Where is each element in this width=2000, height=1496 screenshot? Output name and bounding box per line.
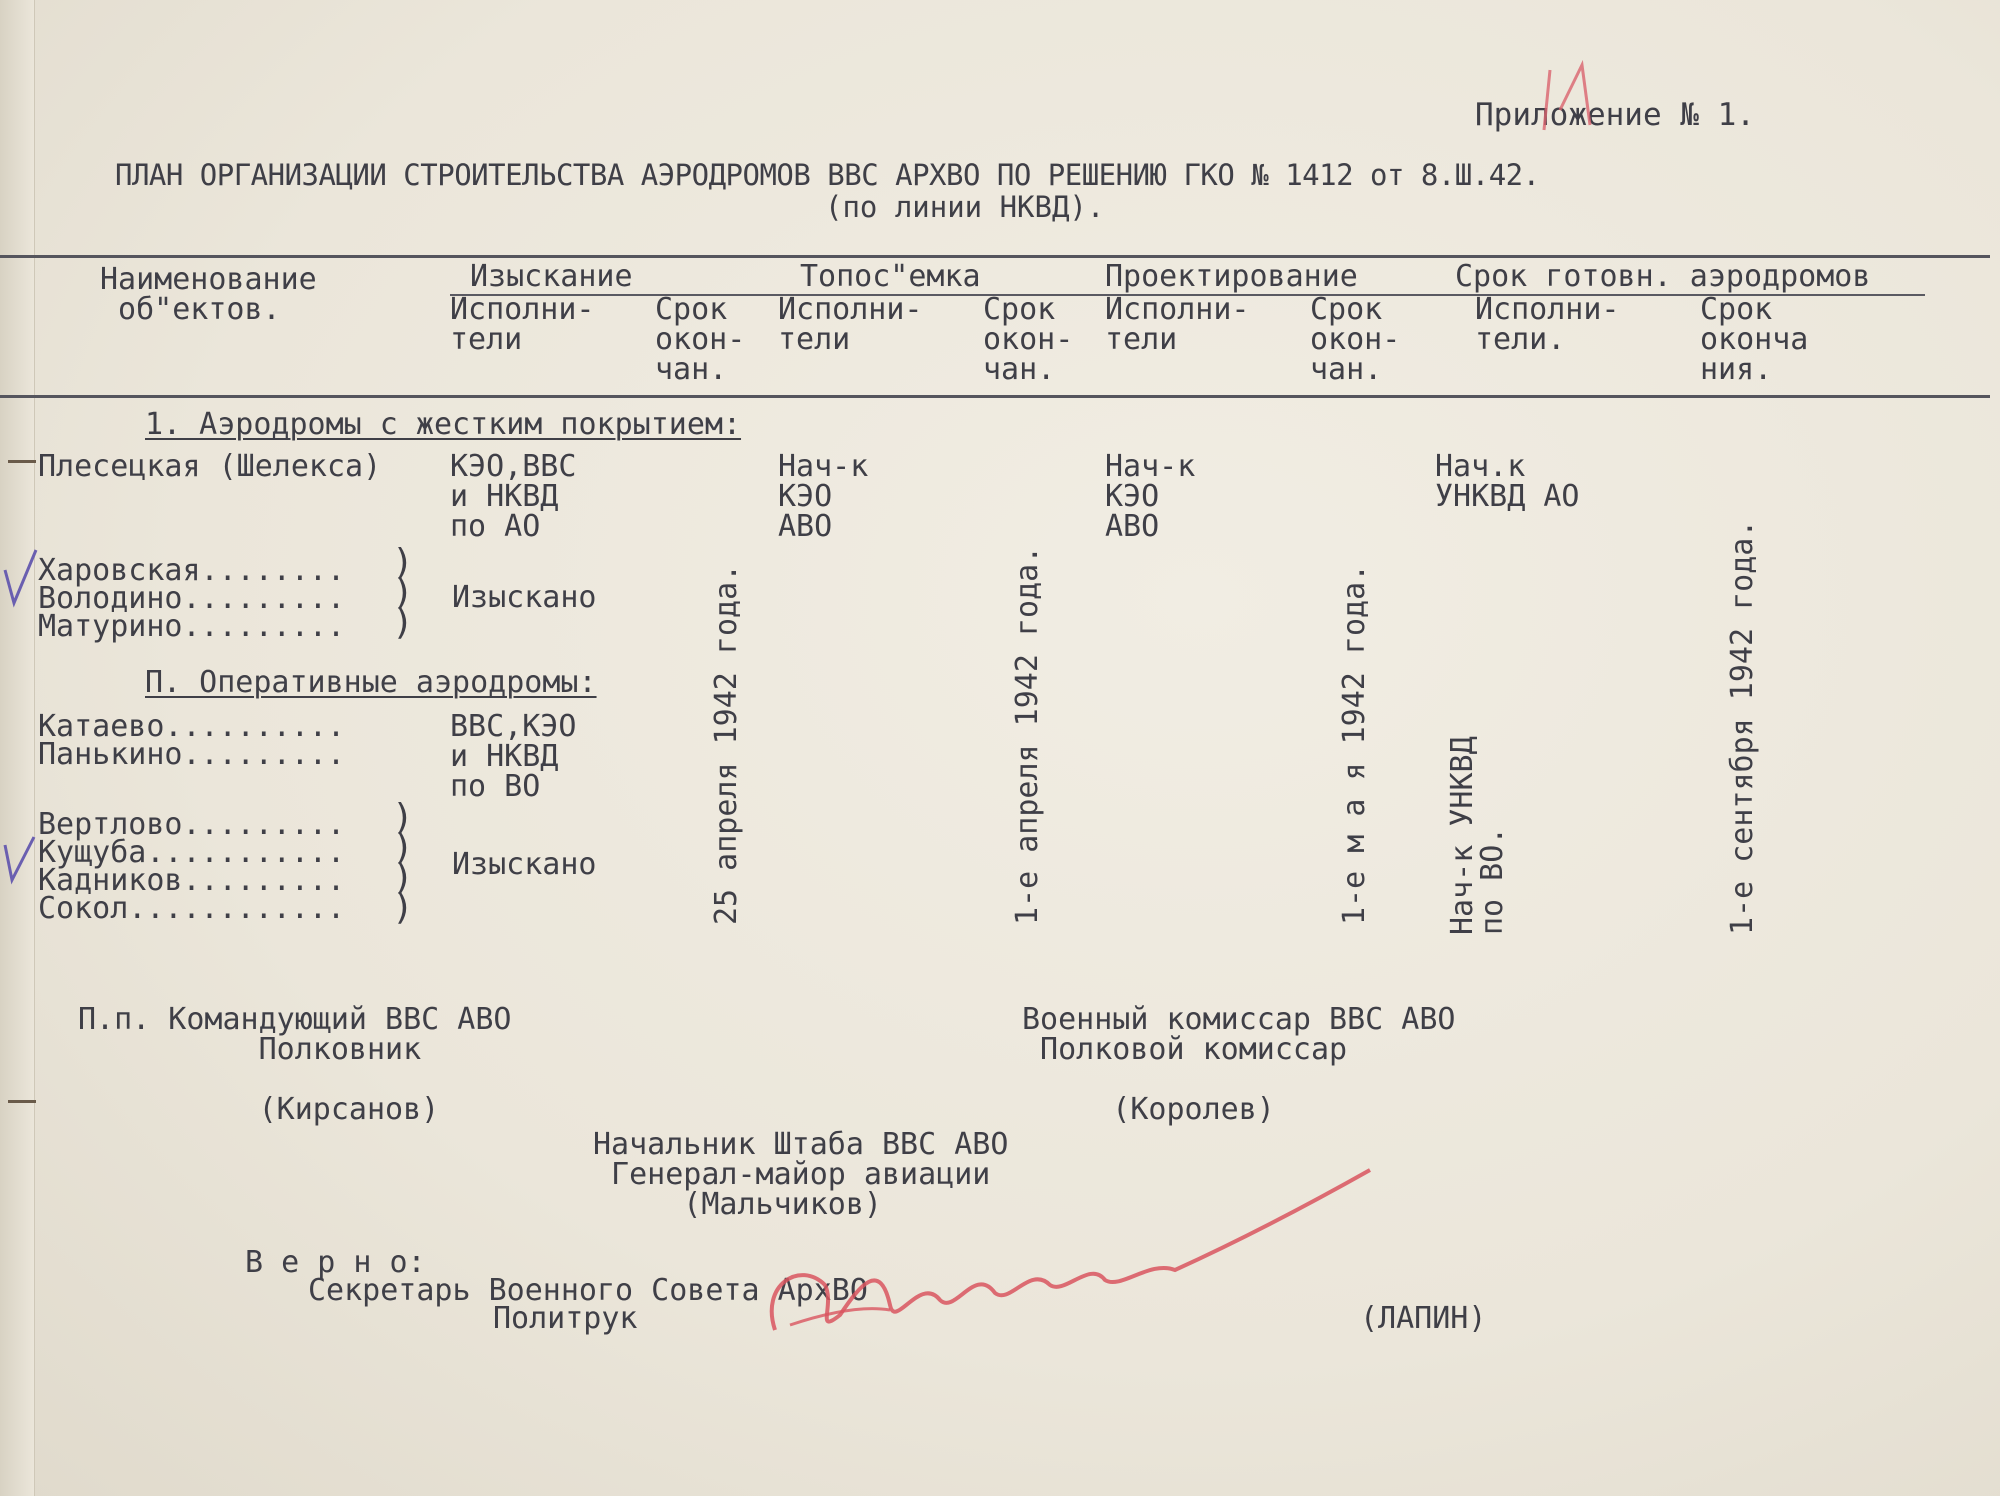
header-object-name: Наименование об"ектов. [100, 262, 317, 327]
lapin-label: (ЛАПИН) [1360, 1301, 1487, 1336]
group3-item: Кущуба........... [38, 835, 346, 870]
row-plesetsk-ready-exec: Нач.к УНКВД АО [1435, 449, 1580, 514]
binding-stitch [8, 1100, 36, 1103]
document-title: ПЛАН ОРГАНИЗАЦИИ СТРОИТЕЛЬСТВА АЭРОДРОМОВ ВВС АРХВО ПО РЕШЕНИЮ ГКО № 1412 от 8.Ш.42. [115, 158, 1540, 192]
ready-deadline-date: 1-е сентября 1942 года. [1725, 519, 1760, 935]
header-survey-executors: Исполни- тели [450, 292, 595, 357]
section-hard-surface: 1. Аэродромы с жестким покрытием: [145, 407, 742, 442]
table-header-rule [0, 395, 1990, 398]
brace-icon: ) ) ) ) [392, 797, 414, 928]
header-design-executors: Исполни- тели [1105, 292, 1250, 357]
header-ready: Срок готовн. аэродромов [1455, 259, 1871, 294]
header-survey: Изыскание [470, 259, 633, 294]
signature-chief-of-staff: Начальник Штаба ВВС АВО Генерал-майор авиации (Мальчиков) [593, 1127, 1009, 1222]
row-plesetsk-survey-exec: КЭО,ВВС и НКВД по АО [450, 449, 577, 544]
header-design: Проектирование [1105, 259, 1358, 294]
section-operational: П. Оперативные аэродромы: [145, 665, 597, 700]
secretary-label: Секретарь Военного Совета АрхВО [308, 1273, 868, 1308]
handwritten-signature-icon [730, 1165, 1380, 1365]
header-ready-deadline: Срок оконча ния. [1700, 292, 1809, 387]
politruk-label: Политрук [493, 1301, 638, 1336]
binding-stitch [8, 460, 36, 463]
design-deadline-date: 1-е м а я 1942 года. [1337, 563, 1372, 925]
topo-deadline-date: 1-е апреля 1942 года. [1010, 545, 1045, 925]
header-topo-executors: Исполни- тели [778, 292, 923, 357]
group3-item: Вертлово......... [38, 807, 346, 842]
verno-label: В е р н о: [245, 1245, 426, 1280]
signature-commissar: Военный комиссар ВВС АВО Полковой комиссар (Королев) [1022, 1002, 1456, 1127]
ready-exec-vo: Нач-к УНКВД по ВО. [1445, 736, 1510, 935]
group1-item: Матурино......... [38, 609, 346, 644]
brace-icon: ) ) ) [392, 542, 414, 643]
survey-deadline-date: 25 апреля 1942 года. [709, 563, 744, 925]
row-plesetsk-name: Плесецкая (Шелекса) [38, 449, 382, 484]
group1-surveyed: Изыскано [452, 580, 597, 615]
checkmark-icon [0, 835, 40, 890]
header-topo: Топос"емка [800, 259, 981, 294]
group1-item: Володино......... [38, 581, 346, 616]
group3-item: Сокол............ [38, 891, 346, 926]
group2-survey-exec: ВВС,КЭО и НКВД по ВО [450, 709, 577, 804]
red-mark-icon [1530, 60, 1610, 140]
group2-item: Панькино......... [38, 737, 346, 772]
table-top-rule [0, 255, 1990, 258]
document-subtitle: (по линии НКВД). [825, 190, 1105, 224]
annex-label: Приложение № 1. [1475, 97, 1755, 133]
header-ready-executors: Исполни- тели. [1475, 292, 1620, 357]
group3-item: Кадников......... [38, 863, 346, 898]
signature-commander: П.п. Командующий ВВС АВО Полковник (Кирсанов) [78, 1002, 512, 1127]
row-plesetsk-topo-exec: Нач-к КЭО АВО [778, 449, 869, 544]
header-survey-deadline: Срок окон- чан. [655, 292, 746, 387]
header-design-deadline: Срок окон- чан. [1310, 292, 1401, 387]
group1-item: Харовская........ [38, 553, 346, 588]
group2-item: Катаево.......... [38, 709, 346, 744]
binding-edge [0, 0, 35, 1496]
group3-surveyed: Изыскано [452, 847, 597, 882]
checkmark-icon [0, 545, 40, 615]
row-plesetsk-design-exec: Нач-к КЭО АВО [1105, 449, 1196, 544]
header-topo-deadline: Срок окон- чан. [983, 292, 1074, 387]
